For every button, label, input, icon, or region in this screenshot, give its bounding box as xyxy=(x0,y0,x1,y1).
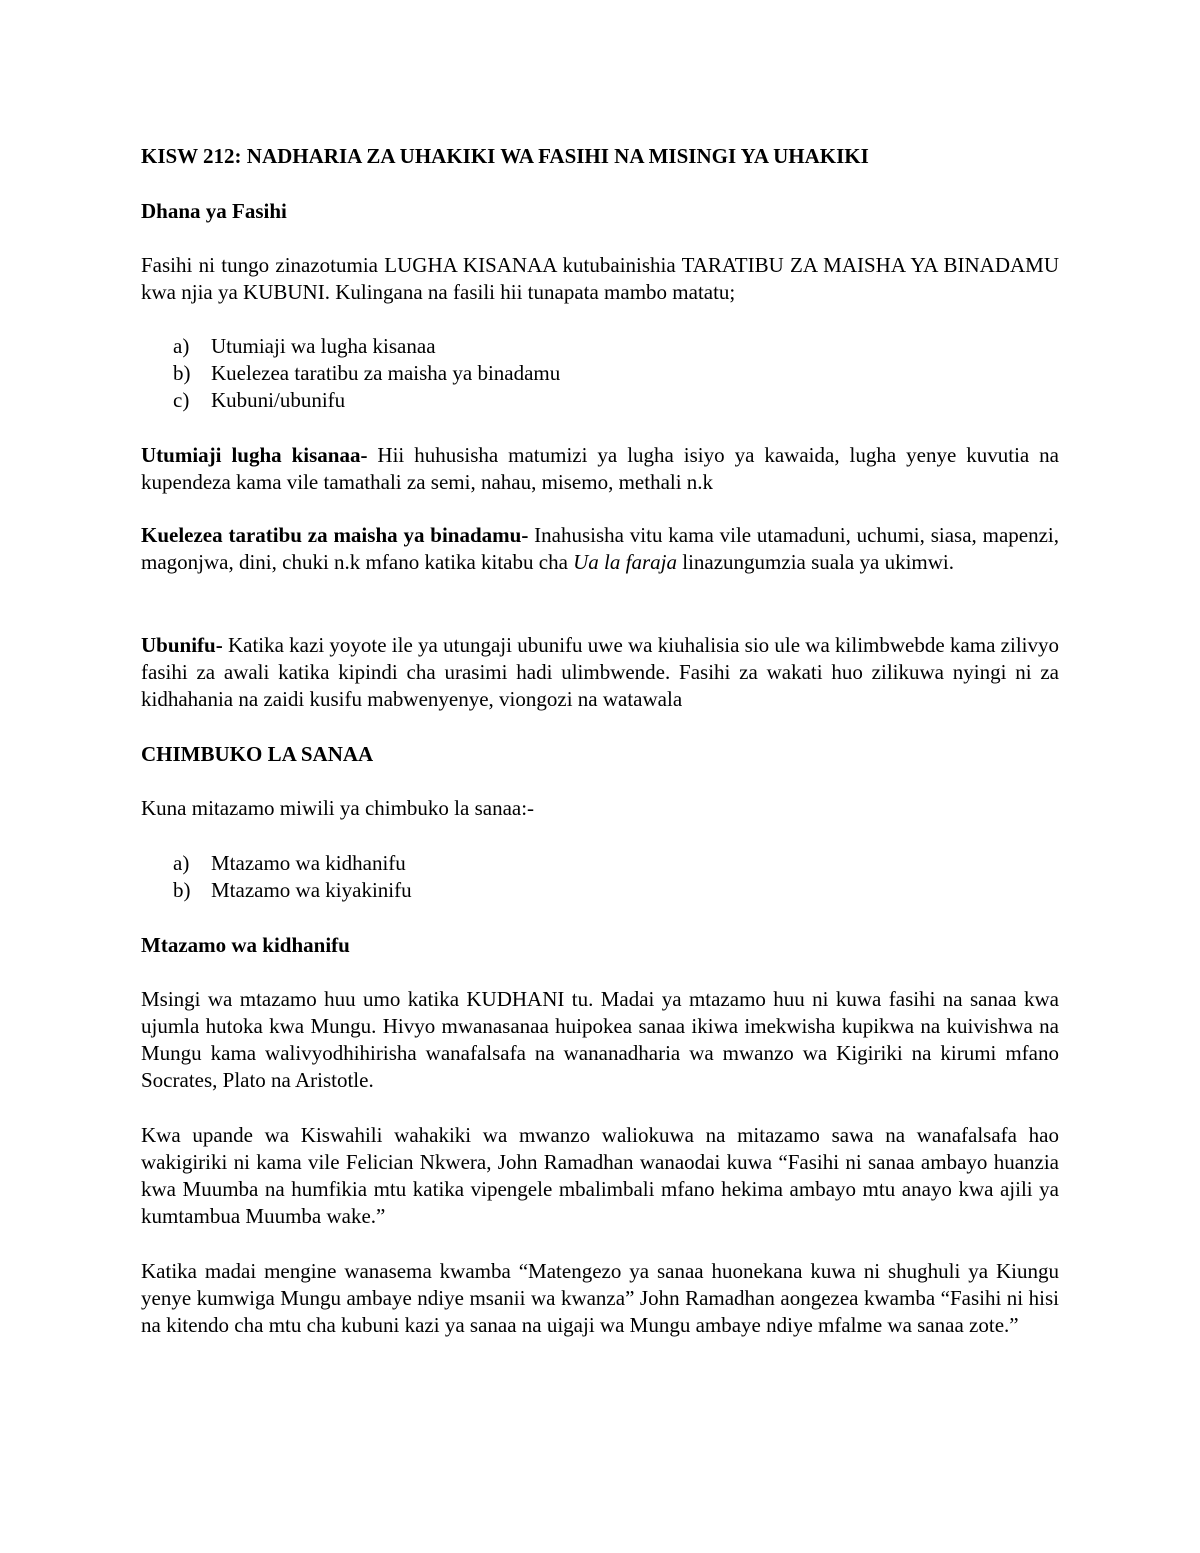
list-text: Kuelezea taratibu za maisha ya binadamu xyxy=(211,361,561,385)
list-text: Mtazamo wa kidhanifu xyxy=(211,851,406,875)
book-title: Ua la faraja xyxy=(573,550,677,574)
list-label: b) xyxy=(173,878,191,902)
list-text: Kubuni/ubunifu xyxy=(211,388,346,412)
paragraph-text: Katika kazi yoyote ile ya utungaji ubunifu uwe wa kiuhalisia sio ule wa kilimbwebde kama zilivyo fasihi za awali katika kipindi cha urasimi hadi ulimbwende. Fasihi za wakati huo zilikuwa nyingi ni za kidhahania na zaidi kusifu mabwenyenye, viongozi na watawala xyxy=(141,633,1059,711)
list-text: Utumiaji wa lugha kisanaa xyxy=(211,334,436,358)
list-label: a) xyxy=(173,851,190,875)
paragraph-text: Inahusisha vitu kama vile utamaduni, uchumi, siasa, mapenzi, magonjwa, dini, chuki n.k mfano katika kitabu cha xyxy=(141,523,1059,574)
list-item xyxy=(173,877,873,904)
paragraph-text: linazungumzia suala ya ukimwi. xyxy=(676,550,954,574)
paragraph-utumiaji xyxy=(141,442,1059,496)
list-label: b) xyxy=(173,361,191,385)
paragraph-text: Hii huhusisha matumizi ya lugha isiyo ya kawaida, lugha yenye kuvutia na kupendeza kama vile tamathali za semi, nahau, misemo, methali n.k xyxy=(141,443,1059,494)
section-heading-dhana: Dhana ya Fasihi xyxy=(141,199,287,223)
paragraph-ubunifu xyxy=(141,632,1059,713)
section-heading-chimbuko: CHIMBUKO LA SANAA xyxy=(141,742,374,766)
list-item xyxy=(173,360,873,387)
list-label: a) xyxy=(173,334,190,358)
section-heading-mtazamo: Mtazamo wa kidhanifu xyxy=(141,933,350,957)
paragraph-madai: Katika madai mengine wanasema kwamba “Matengezo ya sanaa huonekana kuwa ni shughuli ya Kiungu yenye kumwiga Mungu ambaye ndiye msanii wa kwanza” John Ramadhan aongezea kwamba “Fasihi ni hisi na kitendo cha mtu cha kubuni kazi ya sanaa na uigaji wa Mungu ambaye ndiye mfalme wa sanaa zote.” xyxy=(141,1259,1059,1337)
list-text: Mtazamo wa kiyakinifu xyxy=(211,878,412,902)
list-item xyxy=(173,387,873,414)
term-label: Utumiaji lugha kisanaa- xyxy=(141,443,368,467)
term-label: Ubunifu- xyxy=(141,633,223,657)
list-label: c) xyxy=(173,388,190,412)
paragraph-kiswahili: Kwa upande wa Kiswahili wahakiki wa mwanzo waliokuwa na mitazamo sawa na wanafalsafa hao wakigiriki ni kama vile Felician Nkwera, John Ramadhan wanaodai kuwa “Fasihi ni sanaa ambayo huanzia kwa Muumba na humfikia mtu katika vipengele mbalimbali mfano hekima ambayo mtu anayo kwa ajili ya kumtambua Muumba wake.” xyxy=(141,1123,1059,1228)
chimbuko-intro: Kuna mitazamo miwili ya chimbuko la sanaa:- xyxy=(141,796,535,820)
paragraph-kuelezea xyxy=(141,522,1059,576)
paragraph-msingi: Msingi wa mtazamo huu umo katika KUDHANI tu. Madai ya mtazamo huu ni kuwa fasihi na sanaa kwa ujumla hutoka kwa Mungu. Hivyo mwanasanaa huipokea sanaa ikiwa imekwisha kupikwa na kuivishwa na Mungu kama walivyodhihirisha wanafalsafa na wananadharia wa mwanzo wa Kigiriki na kirumi mfano Socrates, Plato na Aristotle. xyxy=(141,987,1059,1092)
intro-paragraph: Fasihi ni tungo zinazotumia LUGHA KISANAA kutubainishia TARATIBU ZA MAISHA YA BINADAMU kwa njia ya KUBUNI. Kulingana na fasili hii tunapata mambo matatu; xyxy=(141,253,1059,304)
term-label: Kuelezea taratibu za maisha ya binadamu- xyxy=(141,523,529,547)
list-item xyxy=(173,850,873,877)
document-title: KISW 212: NADHARIA ZA UHAKIKI WA FASIHI NA MISINGI YA UHAKIKI xyxy=(141,144,869,168)
list-item xyxy=(173,333,873,360)
